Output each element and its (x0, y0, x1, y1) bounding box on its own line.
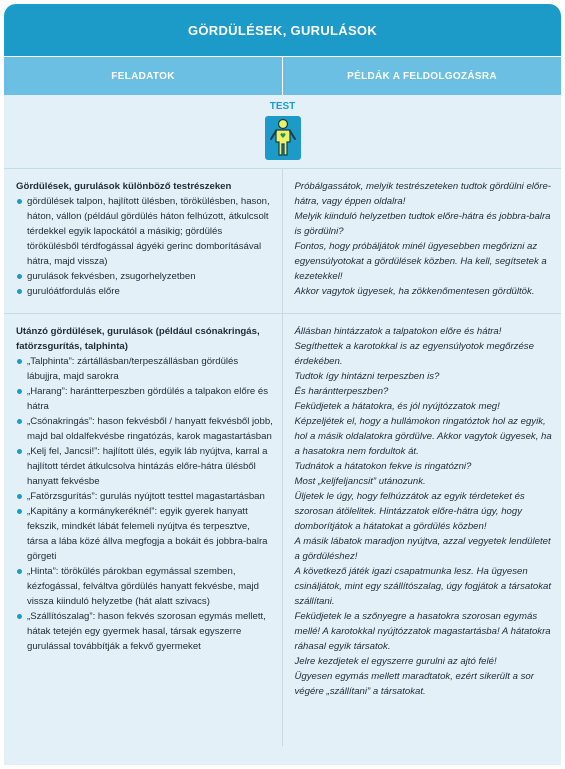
example-text: Melyik kiinduló helyzetben tudtok előre-hátra és jobbra-balra is gördülni? (294, 211, 551, 237)
task-item: „Szállítószalag”: hason fekvés szorosan egymás mellett, hátak tetején egy gyermek hasal, társak egyszerre gurulással továbbítják a fekvő gyermeket (16, 609, 274, 654)
example-text: A másik lábatok maradjon nyújtva, azzal vegyetek lendületet a gördüléshez! (294, 536, 551, 562)
category-label: TEST (269, 101, 296, 112)
example-text: Képzeljétek el, hogy a hullámokon ringatóztok hol az egyik, hol a másik oldalatokra gördülve. Akkor vagytok ügyesek, ha a hasatokra nem fordultok át. (294, 416, 552, 457)
task-item: gördülések talpon, hajlított ülésben, törökülésben, hason, háton, vállon (például gördülés háton felhúzott, átkulcsolt térdekkel egyik lapockától a másikig; gördülés törökülésből térdfogással ágyéki gerinc domborításával hátra, majd vissza) (16, 194, 274, 269)
example-text: Jelre kezdjetek el egyszerre gurulni az ajtó felé! (294, 656, 497, 667)
tasks-cell (4, 169, 283, 313)
example-text: Fontos, hogy próbáljátok minél ügyesebben megőrizni az egyensúlyotokat a gördülések közben. Ha kell, segítsetek a kezetekkel! (294, 241, 547, 282)
task-title: Gördülések, gurulások különböző testrészeken (16, 181, 232, 192)
task-item: „Hinta”: törökülés párokban egymással szemben, kézfogással, felváltva gördülés hanyatt fekvésbe, majd vissza kiinduló helyzetbe (hát alatt szivacs) (16, 564, 274, 609)
example-text: Akkor vagytok ügyesek, ha zökkenőmentesen gördültök. (294, 286, 535, 297)
task-item: „Kelj fel, Jancsi!”: hajlított ülés, egyik láb nyújtva, karral a hajlított térdet átkulcsolva hintázás előre-hátra ülésből hanyatt fekvésbe (16, 444, 274, 489)
task-item: „Csónakringás”: hason fekvésből / hanyatt fekvésből jobb, majd bal oldalfekvésbe ringatózás, karok magastartásban (16, 414, 274, 444)
example-text: Feküdjetek a hátatokra, és jól nyújtózzatok meg! (294, 401, 500, 412)
examples-cell (283, 169, 562, 313)
example-text: Ügyesen egymás mellett maradtatok, ezért sikerült a sor végére „szállítani” a társatokat. (294, 671, 534, 697)
column-headers (4, 56, 561, 95)
example-text: Állásban hintázzatok a talpatokon előre és hátra! (294, 326, 502, 337)
column-header-tasks: FELADATOK (4, 57, 283, 95)
example-text: Tudtok így hintázni terpeszben is? (294, 371, 440, 382)
card-title: GÖRDÜLÉSEK, GURULÁSOK (4, 4, 561, 56)
activity-card (4, 4, 561, 765)
column-header-examples: PÉLDÁK A FELDOLGOZÁSRA (347, 70, 497, 82)
example-text: Üljetek le úgy, hogy felhúzzátok az egyik térdeteket és szorosan átölelitek. Hintázzatok előre-hátra úgy, hogy domborítjátok a hátatokat a gördülés közben! (294, 491, 525, 532)
task-item: „Fatörzsgurítás”: gurulás nyújtott testtel magastartásban (16, 489, 274, 504)
example-text: Tudnátok a hátatokon fekve is ringatózni? (294, 461, 472, 472)
task-item: gurulások fekvésben, zsugorhelyzetben (16, 269, 274, 284)
task-list (16, 194, 274, 299)
category-band (4, 95, 561, 169)
example-text: Feküdjetek le a szőnyegre a hasatokra szorosan egymás mellé! A karotokkal nyújtózzatok magastartásba! A hátatokra ráhasal egyik társatok. (294, 611, 551, 652)
example-text: Segíthettek a karotokkal is az egyensúlyotok megőrzése érdekében. (294, 341, 534, 367)
example-text: És harántterpeszben? (294, 386, 389, 397)
task-item: „Kapitány a kormánykeréknél”: egyik gyerek hanyatt fekszik, mindkét lábát felemeli nyújtva és terpesztve, társa a lába közé állva megfogja a bokáit és jobbra-balra görgeti (16, 504, 274, 564)
task-item: gurulóátfordulás előre (16, 284, 274, 299)
person-body-icon (265, 116, 301, 160)
example-text: A következő játék igazi csapatmunka lesz. Ha ügyesen csináljátok, mint egy szállítószalag, úgy fogjátok a társatokat szállítani. (294, 566, 551, 607)
activity-row (4, 314, 561, 746)
example-text: Próbálgassátok, melyik testrészeteken tudtok gördülni előre-hátra, vagy éppen oldalra! (294, 181, 551, 207)
activity-row (4, 169, 561, 314)
task-item: „Harang”: harántterpeszben gördülés a talpakon előre és hátra (16, 384, 274, 414)
examples-cell (283, 314, 562, 746)
task-item: „Talphinta”: zártállásban/terpeszállásban gördülés lábujjra, majd sarokra (16, 354, 274, 384)
example-text: Most „keljfeljancsit” utánozunk. (294, 476, 426, 487)
tasks-cell (4, 314, 283, 746)
task-title: Utánzó gördülések, gurulások (például csónakringás, fatörzsgurítás, talphinta) (16, 326, 260, 352)
task-list (16, 354, 274, 654)
